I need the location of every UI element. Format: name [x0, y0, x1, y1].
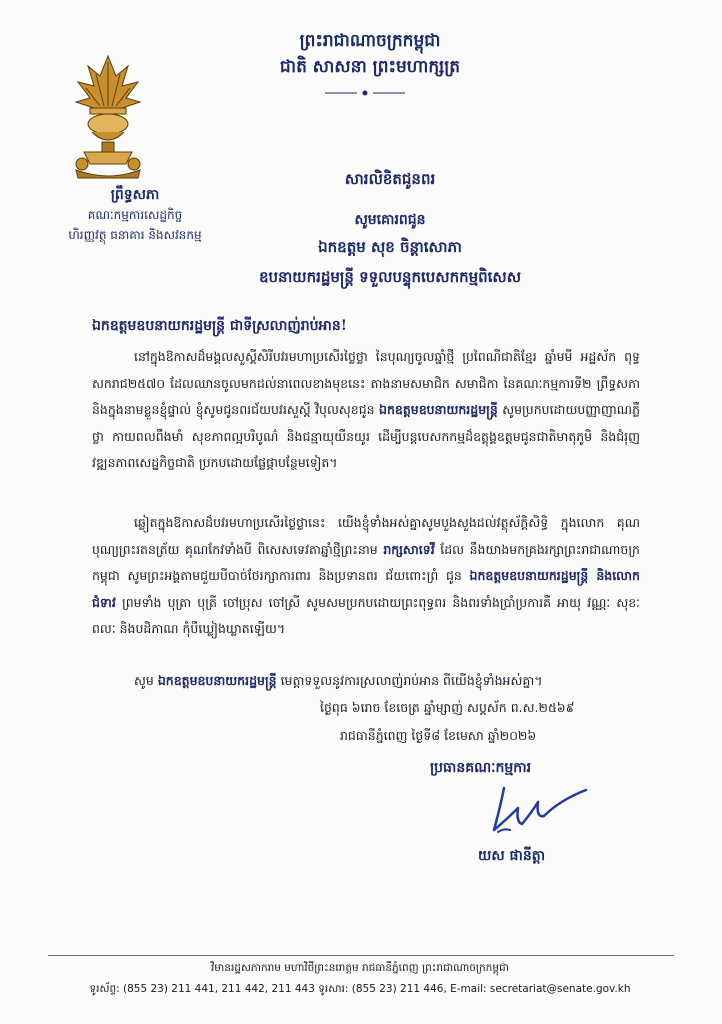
institution-name: ព្រឹទ្ធសភា — [110, 187, 160, 203]
paragraph-1-text-b: សូមប្រកបដោយបញ្ញាញាណភ្លឺថ្លា កាយពលពឹងមាំ សុខភាពល្អបរិបូណ៌ និងជន្មាយុយឺនយូរ ដើម្បីបន្តបេសកកម្មដ៏ឧត្តុង្គឧត្តមជូនជាតិមាតុភូមិ និងជំរុញវឌ្ឍនភាពសេដ្ឋកិច្ចជាតិ ប្រកបដោយផ្លែផ្កាបន្ថែមទៀត។ — [92, 402, 640, 470]
solar-date: រាជធានីភ្នំពេញ ថ្ងៃទី៨ ខែមេសា ឆ្នាំ២០២៦ — [340, 728, 537, 743]
committee-name: គណៈកម្មការសេដ្ឋកិច្ច — [87, 208, 183, 222]
paragraph-1-text-a: នៅក្នុងឱកាសដ៏មង្គលសួស្តីសិរីបវរមហាប្រសើរថ្លៃថ្លា នៃបុណ្យចូលឆ្នាំថ្មី ប្រពៃណីជាតិខ្មែរ ឆ្នាំមមី អដ្ឋស័ក ពុទ្ធសករាជ២៥៧០ ដែលឈានចូលមកដល់នាពេលខាងមុខនេះ តាងនាមសមាជិក សមាជិកា នៃគណៈកម្មការទី២ ព្រឹទ្ធសភា និងក្នុងនាមខ្លួនខ្ញុំផ្ទាល់ ខ្ញុំសូមជូនពរជ័យបវរសួស្តី វិបុលសុខជូន — [92, 349, 640, 417]
document-title: សារលិខិតជូនពរ — [344, 170, 436, 188]
salutation: ឯកឧត្តមឧបនាយករដ្ឋមន្ត្រី ជាទីស្រលាញ់រាប់អាន! — [92, 318, 347, 334]
committee-subtitle: ហិរញ្ញវត្ថុ ធនាគារ និងសវនកម្ម — [68, 228, 202, 242]
respect-line: សូមគោរពជូន — [354, 212, 426, 228]
signer-name: យស ផានីត្តា — [478, 848, 546, 864]
paragraph-1-emphasis: ឯកឧត្តមឧបនាយករដ្ឋមន្ត្រី — [379, 402, 498, 417]
recipient-title: ឧបនាយករដ្ឋមន្ត្រី ទទួលបន្ទុកបេសកកម្មពិសេស — [258, 268, 521, 286]
national-motto: ជាតិ សាសនា ព្រះមហាក្សត្រ — [279, 57, 461, 77]
letterhead — [170, 28, 570, 80]
handwritten-signature-icon — [478, 778, 598, 838]
footer-divider — [48, 955, 674, 956]
paragraph-3-text-a: សូម — [134, 673, 154, 688]
kingdom-name: ព្រះរាជាណាចក្រកម្ពុជា — [299, 31, 441, 51]
institution-block — [30, 185, 240, 245]
paragraph-2-emphasis-recipient: ឯកឧត្តមឧបនាយករដ្ឋមន្ត្រី និងលោកជំទាវ — [92, 568, 640, 610]
paragraph-2 — [92, 510, 640, 643]
senate-emblem-icon — [72, 52, 144, 182]
ornament-divider-icon — [325, 88, 405, 98]
lunar-date: ថ្ងៃពុធ ៦រោច ខែចេត្រ ឆ្នាំម្សាញ់ សប្តស័ក ព.ស.២៥៦៩ — [320, 700, 575, 715]
paragraph-3-emphasis: ឯកឧត្តមឧបនាយករដ្ឋមន្ត្រី — [157, 673, 277, 688]
paragraph-1 — [92, 344, 640, 477]
footer-address: វិមានរដ្ឋសភាករាម មហាវិថីព្រះនរោត្តម រាជធានីភ្នំពេញ ព្រះរាជាណាចក្រកម្ពុជា — [210, 962, 510, 974]
signer-role: ប្រធានគណៈកម្មការ — [430, 760, 532, 776]
footer-contact: ទូរស័ព្ទ: (855 23) 211 441, 211 442, 211 443 ទូរសារ: (855 23) 211 446, E-mail: secretariat@senate.gov.kh — [89, 983, 631, 995]
paragraph-2-text-a: ឆ្លៀតក្នុងឱកាសដ៏បវរមហាប្រសើរថ្លៃថ្លានេះ យើងខ្ញុំទាំងអស់គ្នាសូមបួងសួងដល់វត្ថុស័ក្តិសិទ្ធិ ក្នុងលោក គុណបុណ្យព្រះរតនត្រ័យ គុណកែវទាំងបី ពិសេសទេវតាឆ្នាំថ្មីព្រះនាម — [92, 515, 640, 557]
paragraph-3 — [92, 668, 640, 695]
recipient-name: ឯកឧត្តម សុខ ចិន្តាសោភា — [318, 238, 462, 256]
paragraph-2-text-c: ព្រមទាំង បុត្រា បុត្រី ចៅប្រុស ចៅស្រី សូមសមប្រកបដោយព្រះពុទ្ធពរ និងពរទាំងប្រាំប្រការគឺ អាយុ វណ្ណៈ សុខៈ ពលៈ និងបដិភាណ កុំបីឃ្លៀងឃ្លាតឡើយ។ — [92, 594, 640, 636]
paragraph-3-text-b: មេត្តាទទួលនូវការស្រលាញ់រាប់អាន ពីយើងខ្ញុំទាំងអស់គ្នា។ — [280, 673, 543, 688]
paragraph-2-text-b: ដែល នឹងយាងមកគ្រងរក្សាព្រះរាជាណាចក្រកម្ពុជា សូមព្រះអង្គតាមជួយបីបាច់ថែរក្សាការពារ និងប្រទានពរ ជ័យពោះព្រំ ជូន — [92, 541, 640, 583]
paragraph-2-emphasis-deity: រាក្សសាទេវី — [383, 541, 435, 557]
